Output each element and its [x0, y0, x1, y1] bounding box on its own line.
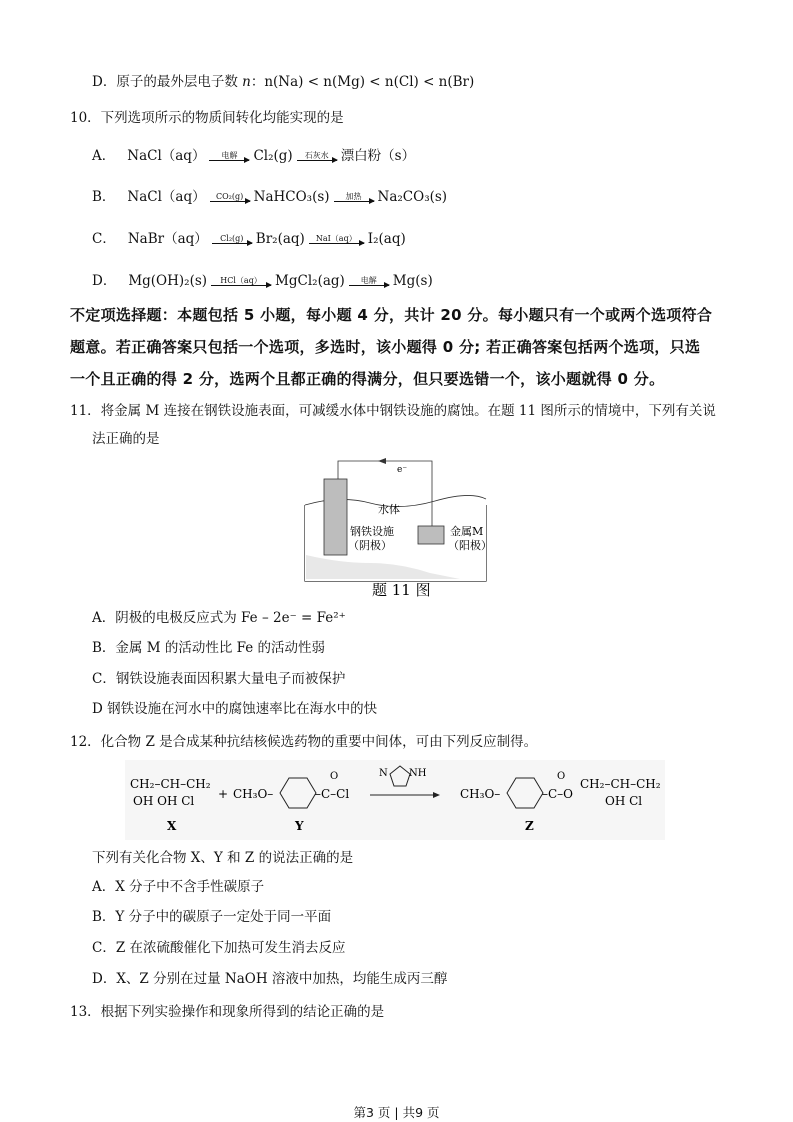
x-bottom: OH OH Cl: [133, 794, 195, 808]
reactant: NaCl（aq）: [127, 148, 206, 164]
reaction-condition: HCl（aq）: [220, 276, 262, 285]
q10-option-a: [92, 146, 415, 166]
arrow-icon: [209, 160, 249, 161]
q12-reaction-scheme: [125, 760, 665, 840]
y-acyl-chloride: –C–Cl: [315, 787, 350, 801]
arrow-icon: [297, 160, 337, 161]
z-carbonyl-o: O: [557, 771, 566, 782]
electron-arrow-icon: [378, 458, 386, 464]
reaction-arrow: [209, 151, 249, 161]
benzene-ring-z: [507, 778, 543, 808]
arrow-icon: [211, 285, 271, 286]
catalyst-n: N: [379, 768, 388, 779]
reaction-arrow-icon: [433, 792, 440, 798]
reactant: NaBr（aq）: [127, 231, 208, 247]
z-top: CH₂–CH–CH₂: [580, 777, 661, 791]
option-letter: B．: [92, 189, 116, 205]
reaction-condition: CO₂(g): [216, 192, 244, 201]
q10-option-b: [92, 187, 447, 207]
catalyst-nh: NH: [409, 768, 427, 779]
y-methoxy: CH₃O–: [233, 787, 274, 801]
product: Na₂CO₃(s): [377, 189, 448, 205]
intermediate: Br₂(aq): [255, 231, 305, 247]
q12-sub-stem: 下列有关化合物 X、Y 和 Z 的说法正确的是: [92, 850, 354, 866]
formula: ：n(Na) < n(Mg) < n(Cl) < n(Br): [250, 74, 475, 90]
q12-option-c: C．Z 在浓硫酸催化下加热可发生消去反应: [92, 940, 346, 956]
label-y: Y: [295, 819, 304, 833]
intermediate: NaHCO₃(s): [253, 189, 330, 205]
reaction-arrow: [297, 151, 337, 161]
plus-sign: +: [218, 787, 229, 801]
arrow-icon: [210, 201, 250, 202]
reaction-condition: 石灰水: [304, 151, 329, 160]
q10-option-c: [92, 229, 406, 249]
q11-option-b: B．金属 M 的活动性比 Fe 的活动性弱: [92, 640, 326, 656]
q11-stem: 11．将金属 M 连接在钢铁设施表面，可减缓水体中钢铁设施的腐蚀。在题 11 图所示的情境中，下列有关说: [70, 403, 716, 419]
q11-option-c: C．钢铁设施表面因积累大量电子而被保护: [92, 671, 346, 687]
reaction-arrow: [212, 234, 252, 244]
metal-label: 金属M: [450, 525, 484, 538]
variable: n: [242, 74, 251, 90]
label-x: X: [167, 819, 177, 833]
reaction-arrow: [349, 276, 389, 286]
x-top: CH₂–CH–CH₂: [130, 777, 211, 791]
option-letter: A．: [92, 148, 116, 164]
arrow-icon: [309, 243, 364, 244]
q12-option-d: D．X、Z 分别在过量 NaOH 溶液中加热，均能生成丙三醇: [92, 971, 448, 987]
q11-stem-cont: 法正确的是: [92, 431, 160, 447]
section-instructions-1: 不定项选择题：本题包括 5 小题，每小题 4 分，共计 20 分。每小题只有一个或两个选项符合: [70, 306, 713, 324]
metal-role: （阳极）: [448, 539, 492, 552]
water-label: 水体: [378, 503, 400, 516]
q9-option-d: [92, 72, 474, 92]
steel-label: 钢铁设施: [350, 525, 394, 538]
q12-option-b: B．Y 分子中的碳原子一定处于同一平面: [92, 909, 332, 925]
z-ester: –C–O: [542, 787, 574, 801]
reaction-condition: 加热: [345, 192, 362, 201]
z-bottom: OH Cl: [605, 794, 643, 808]
arrow-icon: [349, 285, 389, 286]
arrow-icon: [212, 243, 252, 244]
option-text: D．原子的最外层电子数: [92, 74, 243, 90]
y-carbonyl-o: O: [330, 771, 339, 782]
q11-option-a: A．阴极的电极反应式为 Fe – 2e⁻ = Fe²⁺: [92, 610, 346, 626]
z-methoxy: CH₃O–: [460, 787, 501, 801]
intermediate: MgCl₂(ag): [275, 273, 345, 289]
reaction-arrow: [309, 234, 364, 244]
steel-facility: [324, 479, 347, 555]
q10-option-d: [92, 271, 433, 291]
reaction-condition: 电解: [221, 151, 238, 160]
reaction-arrow: [334, 192, 374, 202]
steel-role: （阴极）: [348, 539, 392, 552]
label-z: Z: [525, 819, 534, 833]
product: 漂白粉（s）: [340, 148, 416, 164]
q12-option-a: A．X 分子中不含手性碳原子: [92, 879, 265, 895]
reaction-condition: 电解: [360, 276, 377, 285]
reactant: Mg(OH)₂(s): [128, 273, 208, 289]
q11-figure: [300, 455, 495, 600]
intermediate: Cl₂(g): [253, 148, 293, 164]
figure-caption: 题 11 图: [372, 581, 431, 599]
reaction-arrow: [211, 276, 271, 286]
reactant: NaCl（aq）: [127, 189, 206, 205]
option-letter: C．: [92, 231, 116, 247]
q13-stem: 13．根据下列实验操作和现象所得到的结论正确的是: [70, 1004, 385, 1020]
option-letter: D．: [92, 273, 117, 289]
arrow-icon: [334, 201, 374, 202]
q11-option-d: D 钢铁设施在河水中的腐蚀速率比在海水中的快: [92, 701, 378, 717]
section-instructions-3: 一个且正确的得 2 分，选两个且都正确的得满分，但只要选错一个，该小题就得 0 分。: [70, 370, 665, 388]
metal-m-block: [418, 526, 444, 544]
section-instructions-2: 题意。若正确答案只包括一个选项，多选时，该小题得 0 分; 若正确答案包括两个选项，只选: [70, 338, 701, 356]
imidazole-icon: [390, 766, 410, 786]
reaction-condition: NaI（aq）: [315, 234, 357, 243]
product: I₂(aq): [367, 231, 406, 247]
product: Mg(s): [392, 273, 433, 289]
page-footer: 第3 页 | 共9 页: [353, 1105, 440, 1120]
q12-stem: 12．化合物 Z 是合成某种抗结核候选药物的重要中间体，可由下列反应制得。: [70, 734, 538, 750]
q10-stem: 10．下列选项所示的物质间转化均能实现的是: [70, 110, 344, 126]
electron-label: e⁻: [397, 465, 408, 475]
reaction-condition: Cl₂(g): [220, 234, 244, 243]
reaction-arrow: [210, 192, 250, 202]
benzene-ring-y: [280, 778, 316, 808]
